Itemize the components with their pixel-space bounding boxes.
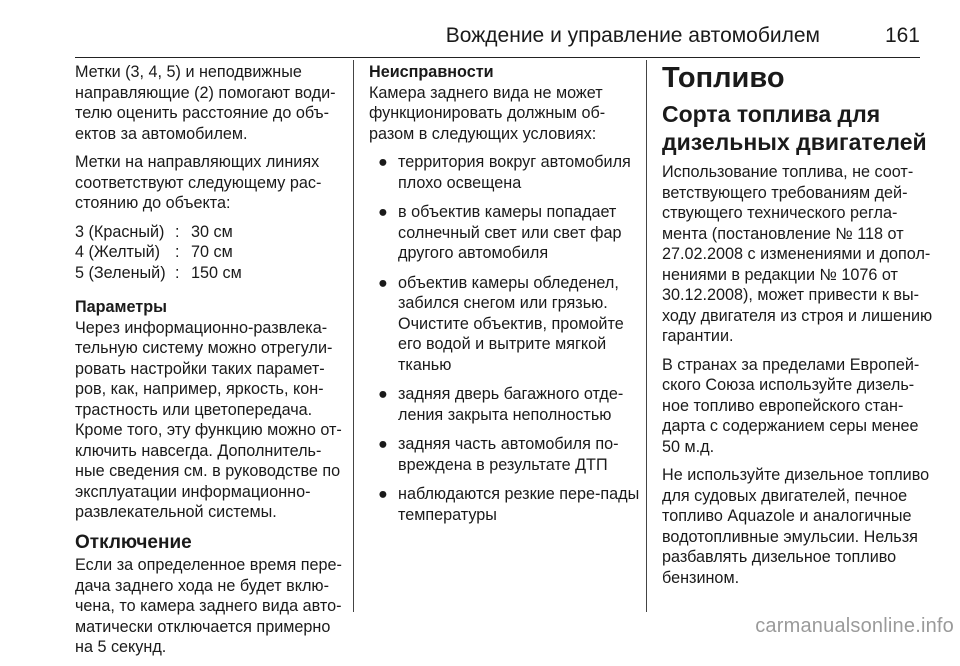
mark-distance: 70 см [191,243,233,261]
column-middle [369,62,644,534]
diesel-subtitle: Сорта топлива для дизельных двигателей [662,101,927,155]
column-left [75,62,347,666]
fuel-paragraph-3: Не используйте дизельное топливо для судовых двигателей, печное топливо Aquazole и аналогичные водотопливные эмульсии. Нельзя разбавлять дизельное топливо бензином. [662,466,930,587]
header-rule [75,57,920,58]
page-header [75,20,920,54]
column-divider-1 [353,60,354,612]
marks-paragraph: Метки на направляющих линиях соответствуют следующему рас-стоянию до объекта: [75,153,322,212]
bullet-icon: ● [378,485,388,503]
fuel-paragraph-1: Использование топлива, не соот-ветствующего требованиям дей-ствующего технического регла-мента (постановление № 118 от 27.02.2008 с изменениями и допол-нениями в редакции № 1076 от 30.12.2008), может привести к вы-ходу двигателя из строя и лишению гарантии. [662,163,933,345]
off-heading: Отключение [75,531,192,553]
list-item [369,202,644,264]
list-item [369,152,644,193]
mark-distance: 30 см [191,222,233,241]
mark-label: 4 (Желтый) [75,243,161,261]
fuel-title: Топливо [662,62,785,94]
marks-row [75,222,347,243]
watermark: carmanualsonline.info [755,615,954,637]
fuel-paragraph-2: В странах за пределами Европей-ского Союза используйте дизель-ное топливо европейского стан-дарта с содержанием серы менее 50 м.д. [662,355,920,456]
list-item-text: задняя дверь багажного отде-ления закрыта неполностью [398,385,624,424]
list-item-text: территория вокруг автомобиля плохо освещена [398,153,631,192]
mark-separator: : [175,263,180,282]
mark-label: 3 (Красный) [75,222,165,241]
params-heading: Параметры [75,298,167,316]
bullet-icon: ● [378,153,388,171]
list-item [369,384,644,425]
mark-separator: : [175,243,180,261]
column-divider-2 [646,60,647,612]
list-item-text: задняя часть автомобиля по-вреждена в результате ДТП [398,435,619,474]
list-item [369,484,644,525]
list-item-text: объектив камеры обледенел, забился снегом или грязью. Очистите объектив, промойте его водой и вытрите мягкой тканью [398,273,624,374]
faults-intro: Камера заднего вида не может функционировать должным об-разом в следующих условиях: [369,83,606,143]
intro-paragraph: Метки (3, 4, 5) и неподвижные направляющие (2) помогают води-телю оценить расстояние до объ-ектов за автомобилем. [75,63,336,143]
bullet-icon: ● [378,203,388,221]
header-title: Вождение и управление автомобилем [445,24,820,47]
list-item-text: наблюдаются резкие пере-пады температуры [398,485,640,524]
list-item [369,273,644,376]
list-item-text: в объектив камеры попадает солнечный свет или свет фар другого автомобиля [398,203,622,262]
bullet-icon: ● [378,385,388,403]
mark-separator: : [175,222,180,241]
bullet-icon: ● [378,273,388,292]
page-number: 161 [884,24,920,47]
off-paragraph: Если за определенное время пере-дача заднего хода не будет вклю-чена, то камера заднего вида авто-матически отключается примерно на 5 секунд. [75,556,342,656]
marks-row [75,263,347,284]
bullet-icon: ● [378,435,388,453]
marks-row [75,242,347,263]
mark-distance: 150 см [191,263,242,282]
marks-list [75,222,347,284]
params-paragraph: Через информационно-развлека-тельную систему можно отрегули-ровать настройки таких парамет-ров, как, например, яркость, кон-трастность или цветопередача. Кроме того, эту функцию можно от-ключить навсегда. Дополнитель-ные сведения см. в руководстве по эксплуатации информационно-развлекательной системы. [75,318,342,521]
faults-list [369,152,644,525]
list-item [369,434,644,475]
column-right [662,62,934,596]
faults-heading: Неисправности [369,63,494,81]
mark-label: 5 (Зеленый) [75,263,166,282]
